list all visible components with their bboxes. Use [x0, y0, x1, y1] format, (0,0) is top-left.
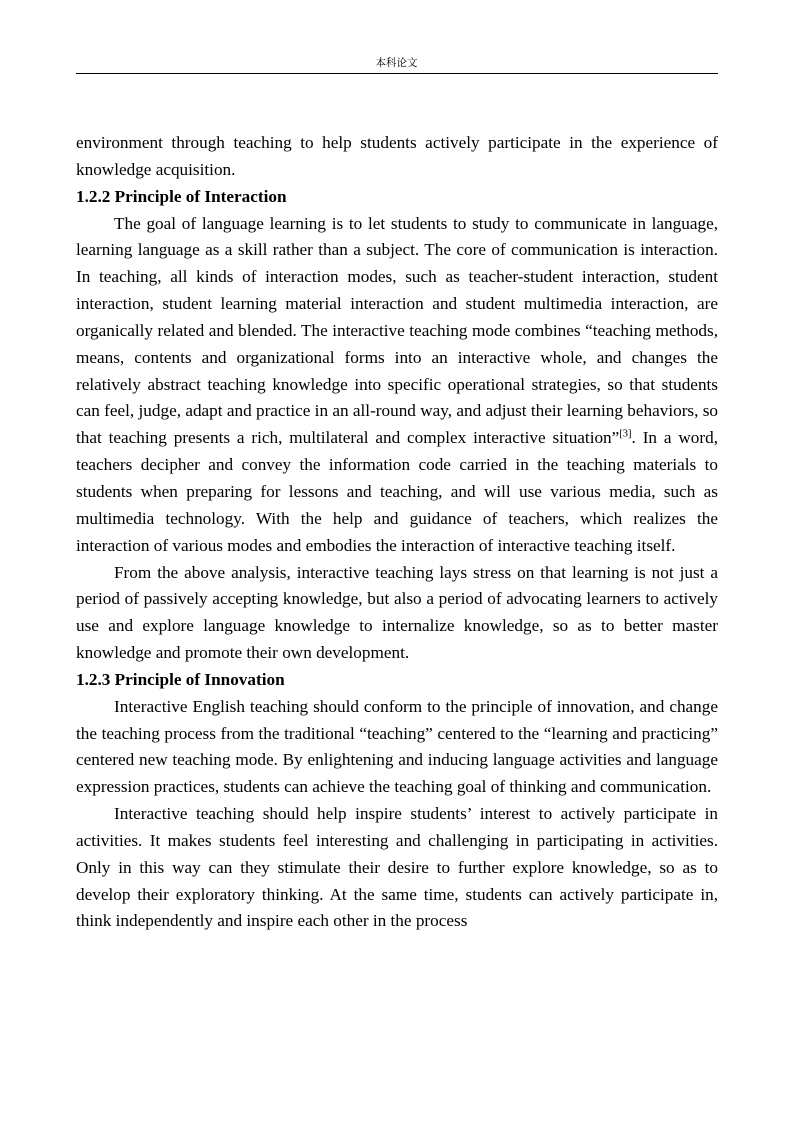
citation-reference: [3]: [619, 428, 632, 440]
paragraph-text-continued: . In a word, teachers decipher and convey the information code carried in the teaching materials to students when preparing for lessons and teaching, and will use various media, such as multimedia technology. With the help and guidance of teachers, which realizes the interaction of various modes and embodies the interaction of interactive teaching itself.: [76, 428, 718, 555]
paragraph-interaction-goal: [76, 211, 718, 560]
paragraph-continuation: environment through teaching to help students actively participate in the experience of knowledge acquisition.: [76, 133, 718, 179]
section-heading-innovation: 1.2.3 Principle of Innovation: [76, 669, 285, 689]
header-divider: [76, 73, 718, 74]
paragraph-analysis: From the above analysis, interactive teaching lays stress on that learning is not just a period of passively accepting knowledge, but also a period of advocating learners to actively use and explore language knowledge to internalize knowledge, so as to better master knowledge and promote their own development.: [76, 562, 718, 663]
page-header-title: 本科论文: [375, 57, 418, 69]
section-heading-interaction: 1.2.2 Principle of Interaction: [76, 186, 287, 206]
document-body: [76, 130, 718, 935]
paragraph-inspire-interest: Interactive teaching should help inspire students’ interest to actively participate in activities. It makes students feel interesting and challenging in participating in activities. Only in this way can they stimulate their desire to further explore knowledge, so as to develop their exploratory thinking. At the same time, students can actively participate in, think independently and inspire each other in the process: [76, 804, 718, 931]
paragraph-innovation: Interactive English teaching should conform to the principle of innovation, and change the teaching process from the traditional “teaching” centered to the “learning and practicing” centered new teaching mode. By enlightening and inducing language activities and language expression practices, students can achieve the teaching goal of thinking and communication.: [76, 696, 718, 797]
paragraph-text: The goal of language learning is to let students to study to communicate in language, learning language as a skill rather than a subject. The core of communication is interaction. In teaching, all kinds of interaction modes, such as teacher-student interaction, student interaction, student learning material interaction and student multimedia interaction, are organically related and blended. The interactive teaching mode combines “teaching methods, means, contents and organizational forms into an interactive whole, and changes the relatively abstract teaching knowledge into specific operational strategies, so that students can feel, judge, adapt and practice in an all-round way, and adjust their learning behaviors, so that teaching presents a rich, multilateral and complex interactive situation”: [76, 213, 718, 448]
